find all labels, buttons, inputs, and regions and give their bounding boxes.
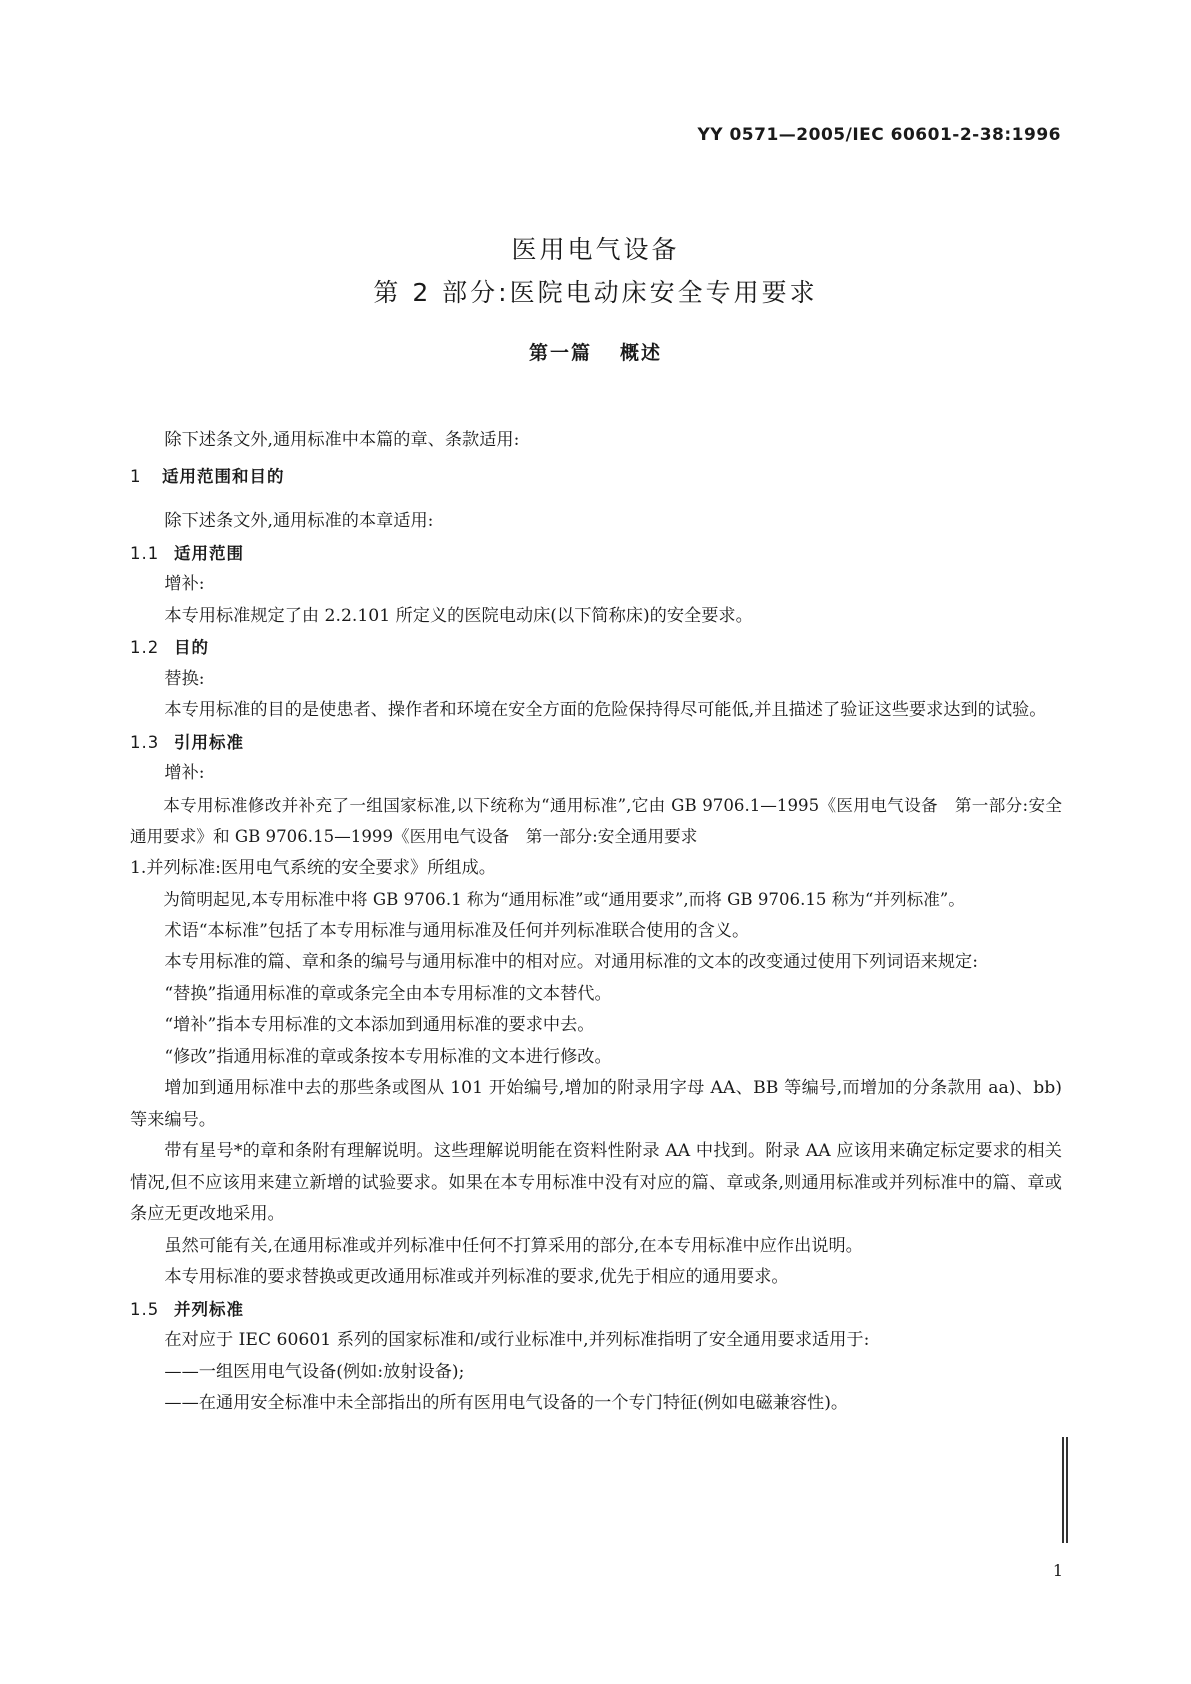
- standard-code: YY 0571—2005/IEC 60601-2-38:1996: [697, 125, 1061, 145]
- paragraph: 增补:: [164, 763, 205, 783]
- document-title-line1: 医用电气设备: [511, 235, 680, 264]
- section-1-5-heading: [130, 1294, 1062, 1326]
- dash-list-item: ——在通用安全标准中未全部指出的所有医用电气设备的一个专门特征(例如电磁兼容性)。: [164, 1393, 849, 1413]
- paragraph: 增加到通用标准中去的那些条或图从 101 开始编号,增加的附录用字母 AA、BB 等编号,而增加的分条款用 aa)、bb)等来编号。: [130, 1078, 1062, 1130]
- part-label: 第一篇: [528, 342, 592, 364]
- paragraph: 本专用标准的要求替换或更改通用标准或并列标准的要求,优先于相应的通用要求。: [164, 1267, 789, 1287]
- dash-list-item: ——一组医用电气设备(例如:放射设备);: [164, 1361, 465, 1382]
- part-title: [0, 338, 1191, 365]
- paragraph: 为简明起见,本专用标准中将 GB 9706.1 称为“通用标准”或“通用要求”,而将 GB 9706.15 称为“并列标准”。: [163, 890, 965, 909]
- part-name: 概述: [620, 342, 663, 364]
- paragraph: 虽然可能有关,在通用标准或并列标准中任何不打算采用的部分,在本专用标准中应作出说明。: [164, 1235, 863, 1256]
- section-1-1-heading: [130, 538, 1062, 570]
- paragraph: 除下述条文外,通用标准的本章适用:: [164, 511, 434, 531]
- paragraph: 在对应于 IEC 60601 系列的国家标准和/或行业标准中,并列标准指明了安全通用要求适用于:: [164, 1330, 870, 1350]
- paragraph: 本专用标准规定了由 2.2.101 所定义的医院电动床(以下简称床)的安全要求。: [164, 605, 753, 626]
- document-body: [130, 425, 1062, 1420]
- paragraph: “增补”指本专用标准的文本添加到通用标准的要求中去。: [164, 1015, 595, 1035]
- page-number: 1: [1052, 1561, 1063, 1580]
- paragraph: “替换”指通用标准的章或条完全由本专用标准的文本替代。: [164, 983, 612, 1004]
- intro-paragraph: 除下述条文外,通用标准中本篇的章、条款适用:: [164, 430, 520, 450]
- paragraph: 带有星号*的章和条附有理解说明。这些理解说明能在资料性附录 AA 中找到。附录 AA 应该用来确定标定要求的相关情况,但不应该用来建立新增的试验要求。如果在本专用标准中没有对应的篇、章或条,则通用标准或并列标准中的篇、章或条应无更改地采用。: [130, 1141, 1062, 1224]
- paragraph: 本专用标准修改并补充了一组国家标准,以下统称为“通用标准”,它由 GB 9706.1—1995《医用电气设备 第一部分:安全通用要求》和 GB 9706.15—1999《医用电气设备 第一部分:安全通用要求: [130, 795, 1062, 846]
- section-title: 引用标准: [174, 732, 244, 752]
- document-title-line2: 第 2 部分:医院电动床安全专用要求: [373, 278, 818, 307]
- section-number: 1: [130, 466, 142, 486]
- section-title: 适用范围和目的: [162, 466, 285, 486]
- change-bar: [1062, 1437, 1068, 1543]
- paragraph-continuation: 1.并列标准:医用电气系统的安全要求》所组成。: [130, 857, 496, 878]
- paragraph: 术语“本标准”包括了本专用标准与通用标准及任何并列标准联合使用的含义。: [164, 920, 750, 941]
- section-1-2-heading: [130, 632, 1062, 664]
- section-1-heading: [130, 461, 1062, 493]
- section-number: 1.5: [130, 1299, 160, 1319]
- paragraph: 替换:: [164, 668, 205, 689]
- section-title: 并列标准: [174, 1299, 244, 1319]
- paragraph: 本专用标准的目的是使患者、操作者和环境在安全方面的危险保持得尽可能低,并且描述了验证这些要求达到的试验。: [164, 700, 1047, 720]
- section-number: 1.1: [130, 543, 160, 563]
- section-title: 目的: [174, 638, 209, 657]
- paragraph: 本专用标准的篇、章和条的编号与通用标准中的相对应。对通用标准的文本的改变通过使用下列词语来规定:: [164, 952, 978, 972]
- section-title: 适用范围: [174, 543, 244, 563]
- paragraph: 增补:: [164, 574, 205, 594]
- section-number: 1.3: [130, 732, 160, 752]
- section-1-3-heading: [130, 727, 1062, 759]
- section-number: 1.2: [130, 638, 160, 657]
- paragraph: “修改”指通用标准的章或条按本专用标准的文本进行修改。: [164, 1046, 612, 1067]
